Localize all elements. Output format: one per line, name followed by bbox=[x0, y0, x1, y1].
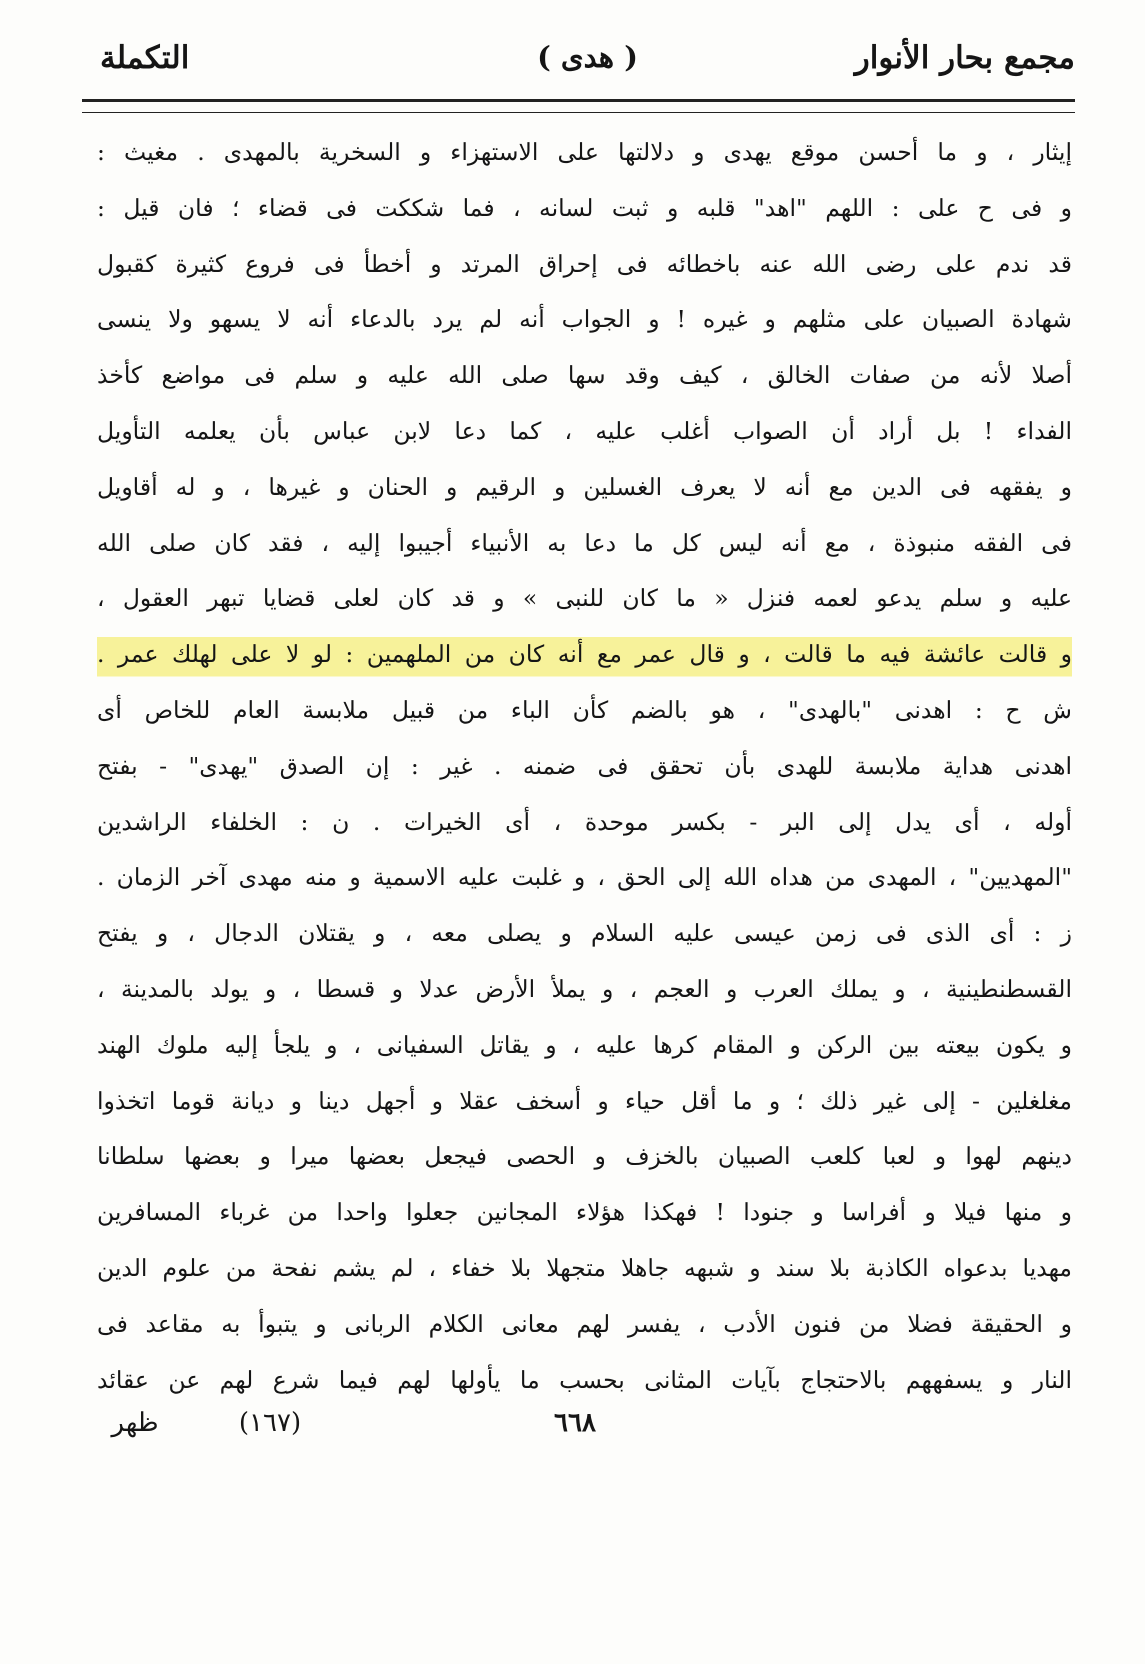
text-line bbox=[97, 850, 1072, 906]
line-text: و منها فيلا و أفراسا و جنودا ! فهكذا هؤلاء المجانين جعلوا واحدا من غرباء المسافرين bbox=[97, 1198, 1072, 1227]
text-line bbox=[97, 795, 1072, 851]
text-line bbox=[97, 1297, 1072, 1353]
text-line bbox=[97, 292, 1072, 348]
text-line bbox=[97, 683, 1072, 739]
text-line bbox=[97, 1185, 1072, 1241]
line-text: القسطنطينية ، و يملك العرب و العجم ، و يملأ الأرض عدلا و قسطا ، و يولد بالمدينة ، bbox=[97, 974, 1072, 1003]
line-text: أصلا لأنه من صفات الخالق ، كيف وقد سها صلى الله عليه و سلم فى مواضع كأخذ bbox=[97, 361, 1072, 390]
line-text: قد ندم على رضى الله عنه باخطائه فى إحراق المرتد و أخطأ فى فروع كثيرة كقبول bbox=[97, 249, 1072, 278]
text-line bbox=[97, 1353, 1072, 1409]
line-text: و يفقهه فى الدين مع أنه لا يعرف الغسلين و الرقيم و الحنان و غيرها ، و له أقاويل bbox=[97, 472, 1072, 501]
text-line bbox=[97, 906, 1072, 962]
text-line bbox=[97, 125, 1072, 181]
page-header bbox=[100, 40, 1075, 90]
line-text: و يكون بيعته بين الركن و المقام كرها عليه ، و يقاتل السفيانى ، و يلجأ إليه ملوك الهند bbox=[97, 1030, 1072, 1059]
text-line bbox=[97, 1241, 1072, 1297]
text-line bbox=[97, 181, 1072, 237]
text-line bbox=[97, 962, 1072, 1018]
back-side-label: ظهر bbox=[111, 1408, 159, 1438]
line-text: أوله ، أى يدل إلى البر - بكسر موحدة ، أى الخيرات . ن : الخلفاء الراشدين bbox=[97, 807, 1072, 836]
line-text: مهديا بدعواه الكاذبة بلا سند و شبهه جاهلا متجهلا بلا خفاء ، لم يشم نفحة من علوم الدين bbox=[97, 1253, 1072, 1282]
page-number: ٦٦٨ bbox=[554, 1408, 596, 1438]
text-line bbox=[97, 571, 1072, 627]
page-footer bbox=[100, 1408, 700, 1453]
entry-heading: ( هدى ) bbox=[537, 40, 638, 74]
line-text: النار و يسفههم بالاحتجاج بآيات المثانى بحسب ما يأولها لهم فيما شرع لهم عن عقائد bbox=[97, 1365, 1072, 1394]
line-text: شهادة الصبيان على مثلهم و غيره ! و الجواب أنه لم يرد بالدعاء أنه لا يسهو ولا ينسى bbox=[97, 305, 1072, 334]
line-text: فى الفقه منبوذة ، مع أنه ليس كل ما دعا به الأنبياء أجيبوا إليه ، فقد كان صلى الله bbox=[97, 528, 1072, 557]
text-line bbox=[97, 1018, 1072, 1074]
line-text: الفداء ! بل أراد أن الصواب أغلب عليه ، كما دعا لابن عباس بأن يعلمه التأويل bbox=[97, 416, 1072, 445]
line-text: مغلغلين - إلى غير ذلك ؛ و ما أقل حياء و أسخف عقلا و أجهل دينا و ديانة قوما اتخذوا bbox=[97, 1086, 1072, 1115]
line-text: "المهديين" ، المهدى من هداه الله إلى الحق ، و غلبت عليه الاسمية و منه مهدى آخر الزمان . bbox=[97, 863, 1072, 892]
text-body bbox=[97, 125, 1072, 1408]
text-line bbox=[97, 348, 1072, 404]
section-title: التكملة bbox=[100, 40, 190, 76]
line-text: و الحقيقة فضلا من فنون الأدب ، يفسر لهم معانى الكلام الربانى و يتبوأ به مقاعد فى bbox=[97, 1309, 1072, 1338]
original-page-number: (١٦٧) bbox=[238, 1408, 302, 1438]
text-line bbox=[97, 237, 1072, 293]
line-text: ش ح : اهدنى "بالهدى" ، هو بالضم كأن الباء من قبيل ملابسة العام للخاص أى bbox=[97, 695, 1072, 724]
header-double-rule bbox=[82, 99, 1075, 113]
text-line bbox=[97, 404, 1072, 460]
text-line bbox=[97, 1074, 1072, 1130]
line-text: و فى ح على : اللهم "اهد" قلبه و ثبت لسانه ، فما شككت فى قضاء ؛ فان قيل : bbox=[97, 193, 1072, 222]
line-text: اهدنى هداية ملابسة للهدى بأن تحقق فى ضمنه . غير : إن الصدق "يهدى" - بفتح bbox=[97, 751, 1072, 780]
text-line bbox=[97, 1129, 1072, 1185]
text-line bbox=[97, 627, 1072, 683]
text-line bbox=[97, 516, 1072, 572]
text-line bbox=[97, 739, 1072, 795]
highlighted-passage: و قالت عائشة فيه ما قالت ، و قال عمر مع أنه كان من الملهمين : لو لا على لهلك عمر . bbox=[97, 627, 1072, 683]
book-title: مجمع بحار الأنوار bbox=[854, 40, 1075, 76]
line-text: ز : أى الذى فى زمن عيسى عليه السلام و يصلى معه ، و يقتلان الدجال ، و يفتح bbox=[97, 919, 1072, 948]
text-line bbox=[97, 460, 1072, 516]
line-text: دينهم لهوا و لعبا كلعب الصبيان بالخزف و الحصى فيجعل بعضها ميرا و بعضها سلطانا bbox=[97, 1142, 1072, 1171]
line-text: عليه و سلم يدعو لعمه فنزل « ما كان للنبى » و قد كان لعلى قضايا تبهر العقول ، bbox=[97, 584, 1072, 613]
line-text: إيثار ، و ما أحسن موقع يهدى و دلالتها على الاستهزاء و السخرية بالمهدى . مغيث : bbox=[97, 138, 1072, 166]
